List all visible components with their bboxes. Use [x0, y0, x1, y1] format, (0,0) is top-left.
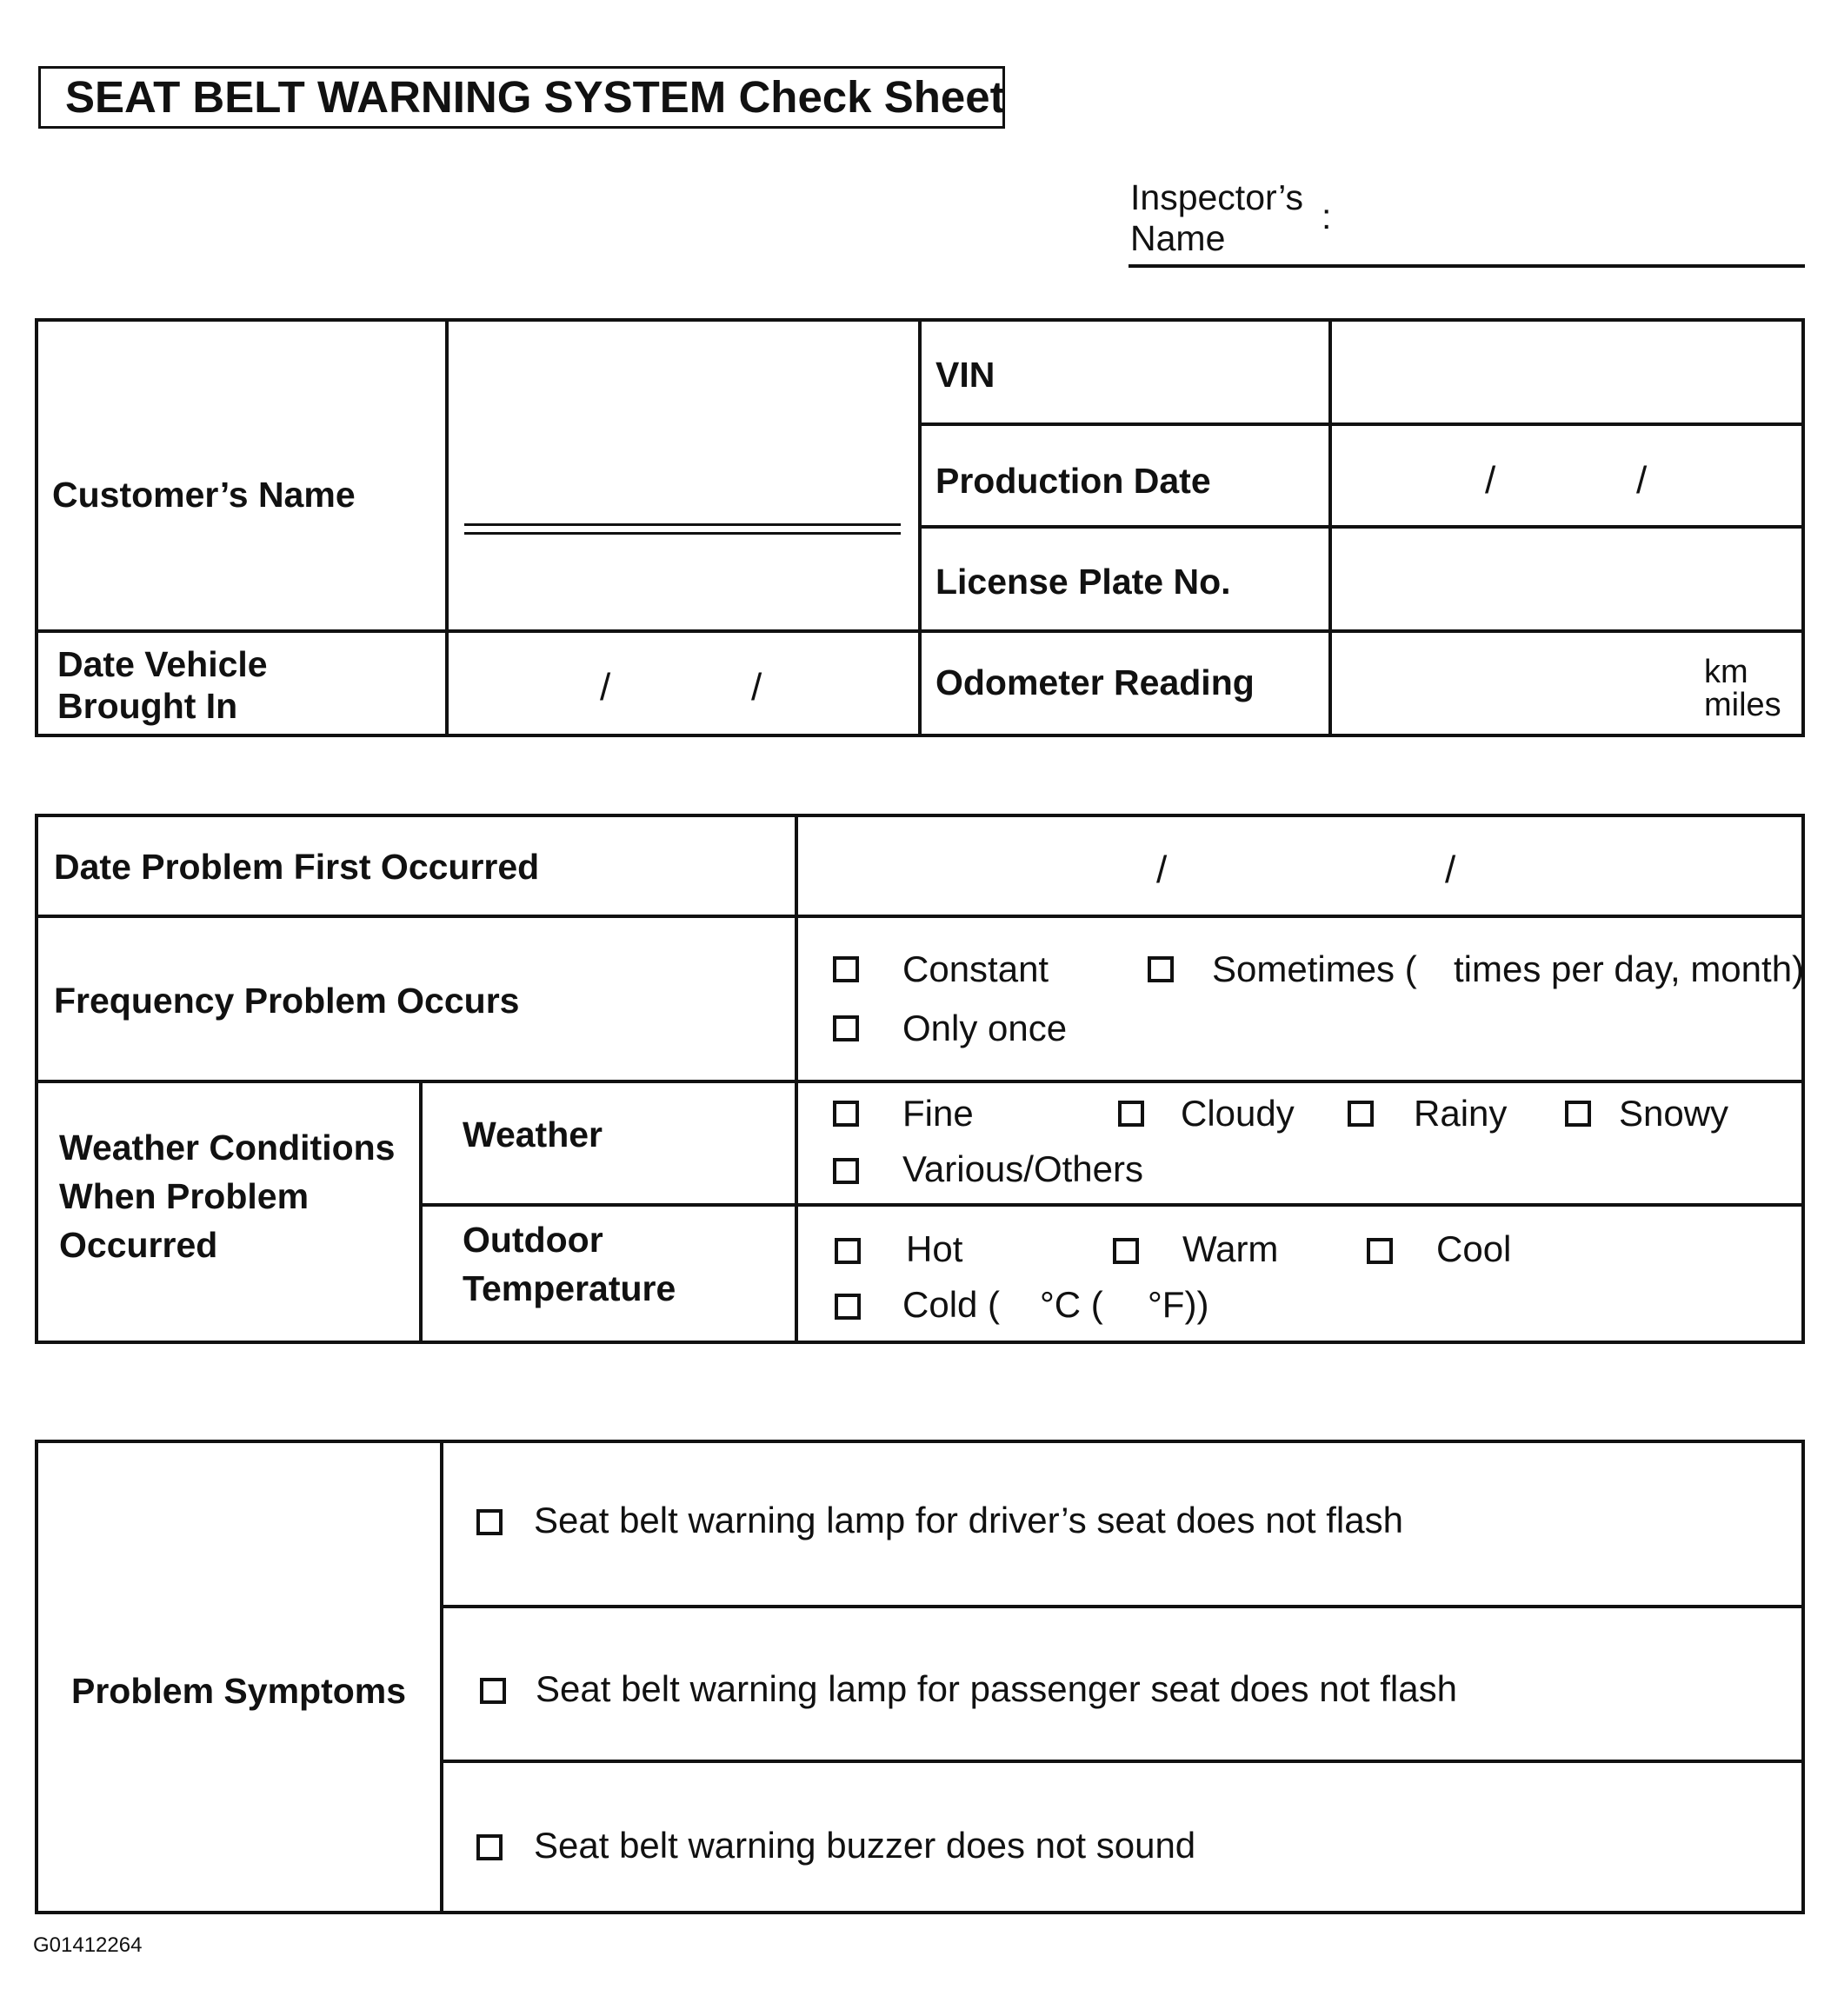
license-plate-field[interactable]	[1334, 530, 1800, 628]
fahrenheit-unit: °F))	[1148, 1284, 1209, 1325]
inspector-colon: :	[1322, 196, 1332, 236]
symptom-passenger-lamp: Seat belt warning lamp for passenger seat does not flash	[536, 1668, 1457, 1709]
vin-label: VIN	[935, 355, 995, 395]
symptom-checkbox[interactable]	[476, 1509, 503, 1535]
constant-option: Constant	[902, 948, 1049, 989]
date-brought-in-label	[57, 643, 268, 727]
frequency-label: Frequency Problem Occurs	[54, 981, 520, 1021]
sometimes-option: Sometimes (	[1212, 948, 1417, 989]
cool-checkbox[interactable]	[1367, 1238, 1393, 1264]
weather-conditions-line3: Occurred	[59, 1225, 218, 1265]
only-once-checkbox[interactable]	[833, 1015, 859, 1041]
odometer-label: Odometer Reading	[935, 662, 1255, 702]
production-date-label: Production Date	[935, 461, 1211, 501]
date-first-occurred-label: Date Problem First Occurred	[54, 847, 540, 887]
customer-name-field-underline	[464, 532, 901, 535]
figure-code: G01412264	[33, 1933, 143, 1957]
license-plate-label: License Plate No.	[935, 562, 1231, 602]
rainy-option: Rainy	[1414, 1093, 1508, 1134]
cold-checkbox[interactable]	[835, 1294, 861, 1320]
fine-checkbox[interactable]	[833, 1101, 859, 1127]
cool-option: Cool	[1436, 1228, 1512, 1269]
customer-name-label: Customer’s Name	[52, 475, 356, 515]
hot-option: Hot	[906, 1228, 963, 1269]
weather-conditions-label	[59, 1123, 395, 1269]
vin-field[interactable]	[1334, 323, 1800, 421]
odometer-unit-miles: miles	[1704, 687, 1781, 723]
various-checkbox[interactable]	[833, 1158, 859, 1184]
production-date-separator-2: /	[1636, 459, 1648, 502]
date-brought-in-line1: Date Vehicle	[57, 644, 268, 684]
sometimes-checkbox[interactable]	[1148, 956, 1174, 982]
inspector-name-label	[1130, 177, 1303, 259]
warm-option: Warm	[1182, 1228, 1279, 1269]
fine-option: Fine	[902, 1093, 974, 1134]
outdoor-temp-line2: Temperature	[463, 1268, 676, 1308]
cold-option: Cold (	[902, 1284, 1001, 1325]
cloudy-option: Cloudy	[1181, 1093, 1295, 1134]
celsius-unit: °C (	[1040, 1284, 1103, 1325]
snowy-option: Snowy	[1619, 1093, 1729, 1134]
symptom-checkbox[interactable]	[476, 1834, 503, 1860]
symptom-checkbox[interactable]	[480, 1678, 506, 1704]
various-option: Various/Others	[902, 1148, 1143, 1189]
brought-in-separator-1: /	[600, 666, 611, 709]
outdoor-temperature-label	[463, 1215, 676, 1313]
weather-conditions-line2: When Problem	[59, 1176, 310, 1216]
inspector-name-field[interactable]	[1129, 264, 1805, 268]
sometimes-suffix: times per day, month)	[1454, 948, 1805, 989]
warm-checkbox[interactable]	[1113, 1238, 1139, 1264]
snowy-checkbox[interactable]	[1565, 1101, 1591, 1127]
symptom-buzzer: Seat belt warning buzzer does not sound	[534, 1825, 1196, 1866]
odometer-unit-km: km	[1704, 654, 1748, 690]
outdoor-temp-line1: Outdoor	[463, 1220, 603, 1260]
weather-conditions-line1: Weather Conditions	[59, 1128, 396, 1168]
inspector-label-line1: Inspector’s	[1130, 177, 1304, 217]
inspector-label-line2: Name	[1130, 218, 1226, 258]
symptom-driver-lamp: Seat belt warning lamp for driver’s seat does not flash	[534, 1500, 1403, 1540]
only-once-option: Only once	[902, 1008, 1068, 1048]
constant-checkbox[interactable]	[833, 956, 859, 982]
weather-label: Weather	[463, 1114, 603, 1154]
rainy-checkbox[interactable]	[1348, 1101, 1374, 1127]
first-occurred-separator-1: /	[1156, 848, 1168, 891]
date-brought-in-line2: Brought In	[57, 686, 238, 726]
customer-name-field[interactable]	[464, 523, 901, 526]
hot-checkbox[interactable]	[835, 1238, 861, 1264]
production-date-separator-1: /	[1485, 459, 1496, 502]
first-occurred-separator-2: /	[1445, 848, 1456, 891]
brought-in-separator-2: /	[751, 666, 762, 709]
sheet-title: SEAT BELT WARNING SYSTEM Check Sheet	[38, 66, 1005, 129]
cloudy-checkbox[interactable]	[1118, 1101, 1144, 1127]
problem-symptoms-label: Problem Symptoms	[71, 1671, 407, 1711]
